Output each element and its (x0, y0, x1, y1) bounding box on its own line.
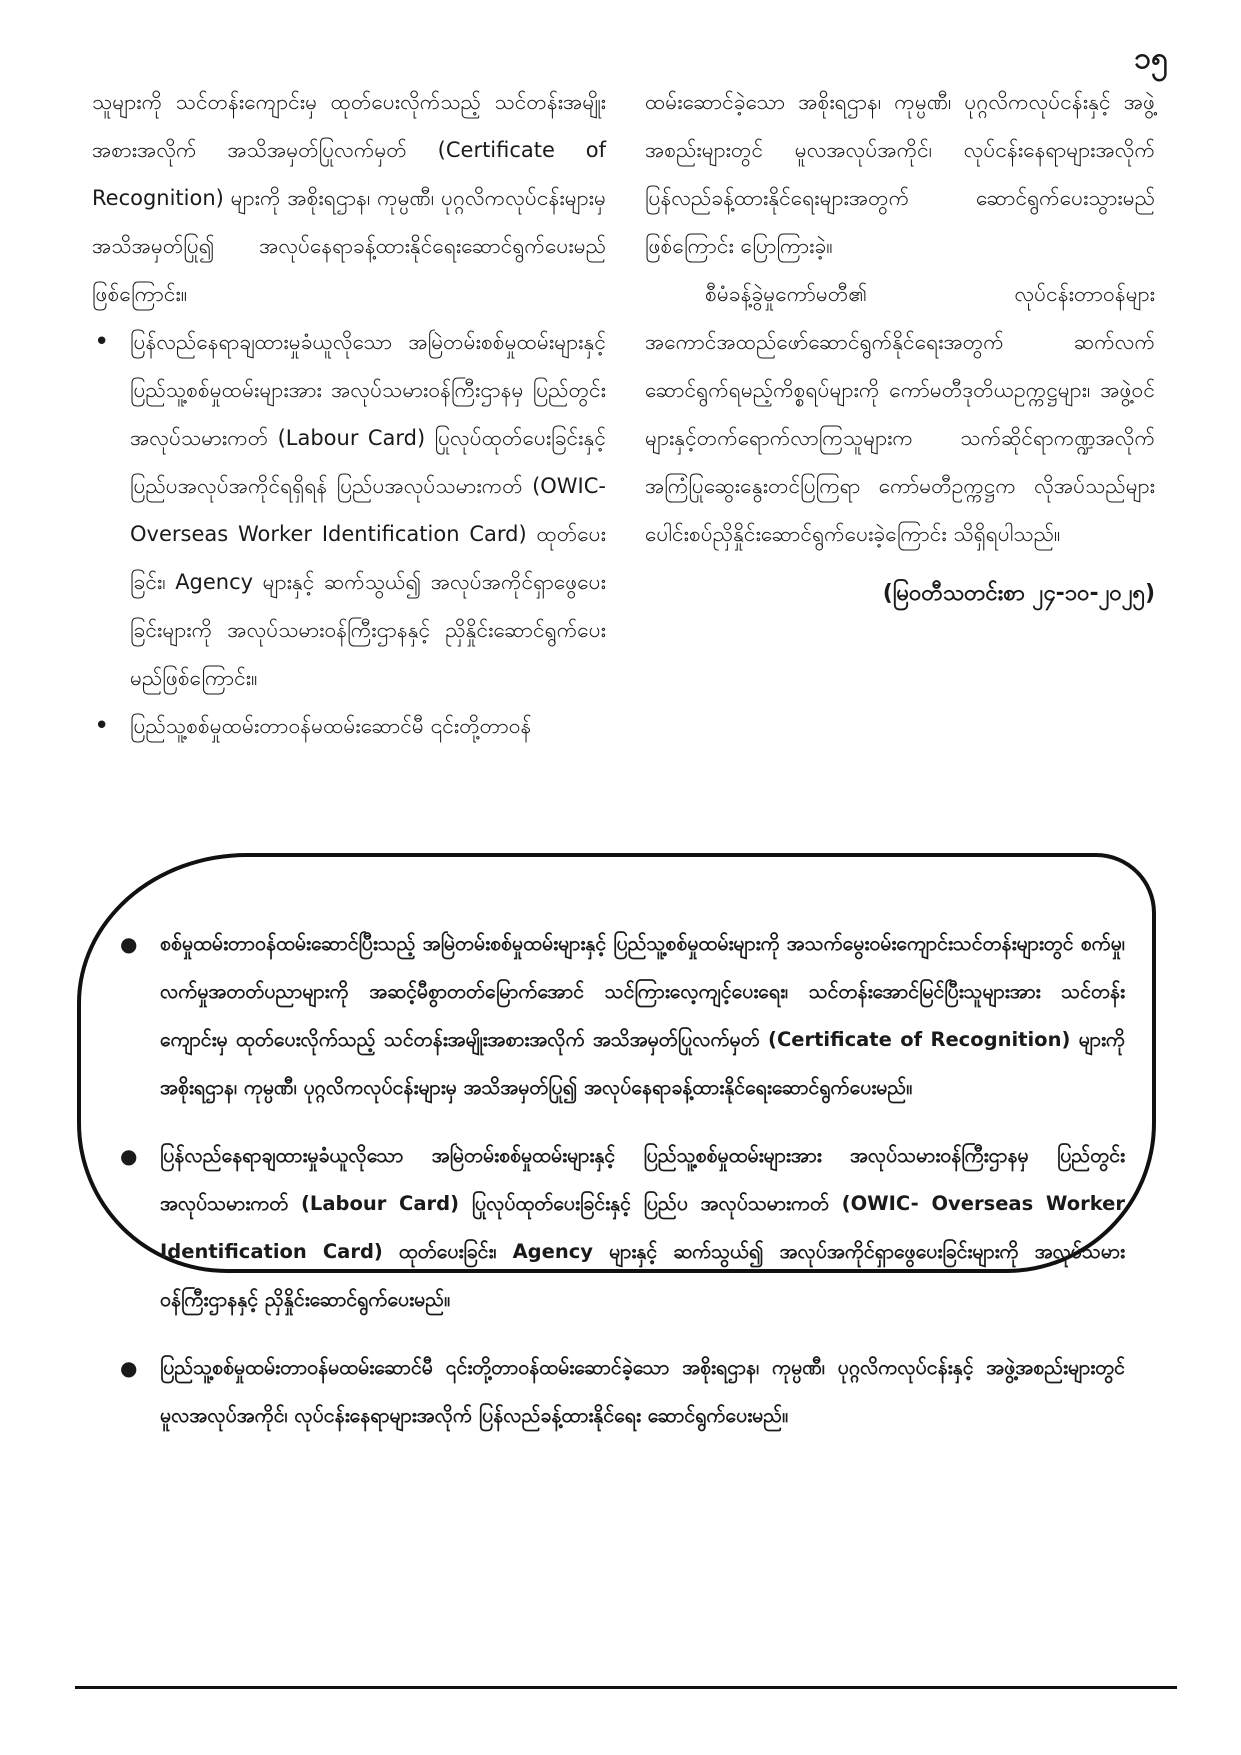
list-item: • ပြန်လည်နေရာချထားမှုခံယူလိုသော အမြဲတမ်းစစ်မှုထမ်းများနှင့် ပြည်သူ့စစ်မှုထမ်းများအား အလုပ်သမားဝန်ကြီးဌာနမှ ပြည်တွင်းအလုပ်သမားကတ် (Labour Card) ပြုလုပ်ထုတ်ပေးခြင်းနှင့် ပြည်ပအလုပ်အကိုင်ရရှိရန် ပြည်ပအလုပ်သမားကတ် (OWIC- Overseas Worker Identification Card) ထုတ်ပေးခြင်း၊ Agency များနှင့် ဆက်သွယ်၍ အလုပ်အကိုင်ရှာဖွေပေးခြင်းများကို အလုပ်သမားဝန်ကြီးဌာနနှင့် ညှိနှိုင်းဆောင်ရွက်ပေးမည်ဖြစ်ကြောင်း။ (92, 318, 606, 702)
body-paragraph: စီမံခန့်ခွဲမှုကော်မတီ၏ လုပ်ငန်းတာဝန်များ အကောင်အထည်ဖော်ဆောင်ရွက်နိုင်ရေးအတွက် ဆက်လက်ဆောင်ရွက်ရမည့်ကိစ္စရပ်များကို ကော်မတီဒုတိယဥက္ကဋ္ဌများ၊ အဖွဲ့ဝင်များနှင့်တက်ရောက်လာကြသူများက သက်ဆိုင်ရာကဏ္ဍအလိုက် အကြံပြုဆွေးနွေးတင်ပြကြရာ ကော်မတီဥက္ကဋ္ဌက လိုအပ်သည်များ ပေါင်းစပ်ညှိနှိုင်းဆောင်ရွက်ပေးခဲ့ကြောင်း သိရှိရပါသည်။ (645, 282, 1155, 546)
left-bullet-list (92, 318, 606, 750)
right-column (645, 78, 1155, 618)
highlight-item: ● စစ်မှုထမ်းတာဝန်ထမ်းဆောင်ပြီးသည့် အမြဲတမ်းစစ်မှုထမ်းများနှင့် ပြည်သူ့စစ်မှုထမ်းများကို အသက်မွေးဝမ်းကျောင်းသင်တန်းများတွင် စက်မှု၊ လက်မှုအတတ်ပညာများကို အဆင့်မီစွာတတ်မြောက်အောင် သင်ကြားလေ့ကျင့်ပေးရေး၊ သင်တန်းအောင်မြင်ပြီးသူများအား သင်တန်းကျောင်းမှ ထုတ်ပေးလိုက်သည့် သင်တန်းအမျိုးအစားအလိုက် အသိအမှတ်ပြုလက်မှတ် (Certificate of Recognition) များကို အစိုးရဌာန၊ ကုမ္ပဏီ၊ ပုဂ္ဂလိကလုပ်ငန်းများမှ အသိအမှတ်ပြု၍ အလုပ်နေရာခန့်ထားနိုင်ရေးဆောင်ရွက်ပေးမည်။ (120, 920, 1125, 1112)
continued-bullet-text: ထမ်းဆောင်ခဲ့သော အစိုးရဌာန၊ ကုမ္ပဏီ၊ ပုဂ္ဂလိကလုပ်ငန်းနှင့် အဖွဲ့အစည်းများတွင် မူလအလုပ်အကိုင်၊ လုပ်ငန်းနေရာများအလိုက် ပြန်လည်ခန့်ထားနိုင်ရေးများအတွက် ဆောင်ရွက်ပေးသွားမည်ဖြစ်ကြောင်း ပြောကြားခဲ့။ (645, 90, 1155, 258)
footer-rule (75, 1686, 1177, 1689)
list-item: • ပြည်သူ့စစ်မှုထမ်းတာဝန်မထမ်းဆောင်မီ ၎င်းတို့တာဝန် (92, 702, 606, 750)
page-number: ၁၅ (1134, 41, 1168, 76)
source-citation: (မြဝတီသတင်းစာ ၂၄-၁၀-၂၀၂၅) (882, 581, 1155, 606)
left-column (92, 78, 606, 750)
highlight-box-list (120, 920, 1125, 1460)
continued-paragraph: သူများကို သင်တန်းကျောင်းမှ ထုတ်ပေးလိုက်သည့် သင်တန်းအမျိုးအစားအလိုက် အသိအမှတ်ပြုလက်မှတ် (Certificate of Recognition) များကို အစိုးရဌာန၊ ကုမ္ပဏီ၊ ပုဂ္ဂလိကလုပ်ငန်းများမှ အသိအမှတ်ပြု၍ အလုပ်နေရာခန့်ထားနိုင်ရေးဆောင်ရွက်ပေးမည်ဖြစ်ကြောင်း။ (92, 90, 606, 306)
highlight-item: ● ပြည်သူ့စစ်မှုထမ်းတာဝန်မထမ်းဆောင်မီ ၎င်းတို့တာဝန်ထမ်းဆောင်ခဲ့သော အစိုးရဌာန၊ ကုမ္ပဏီ၊ ပုဂ္ဂလိကလုပ်ငန်းနှင့် အဖွဲ့အစည်းများတွင် မူလအလုပ်အကိုင်၊ လုပ်ငန်းနေရာများအလိုက် ပြန်လည်ခန့်ထားနိုင်ရေး ဆောင်ရွက်ပေးမည်။ (120, 1344, 1125, 1440)
highlight-item: ● ပြန်လည်နေရာချထားမှုခံယူလိုသော အမြဲတမ်းစစ်မှုထမ်းများနှင့် ပြည်သူ့စစ်မှုထမ်းများအား အလုပ်သမားဝန်ကြီးဌာနမှ ပြည်တွင်းအလုပ်သမားကတ် (Labour Card) ပြုလုပ်ထုတ်ပေးခြင်းနှင့် ပြည်ပ အလုပ်သမားကတ် (OWIC- Overseas Worker Identification Card) ထုတ်ပေးခြင်း၊ Agency များနှင့် ဆက်သွယ်၍ အလုပ်အကိုင်ရှာဖွေပေးခြင်းများကို အလုပ်သမားဝန်ကြီးဌာနနှင့် ညှိနှိုင်းဆောင်ရွက်ပေးမည်။ (120, 1132, 1125, 1324)
